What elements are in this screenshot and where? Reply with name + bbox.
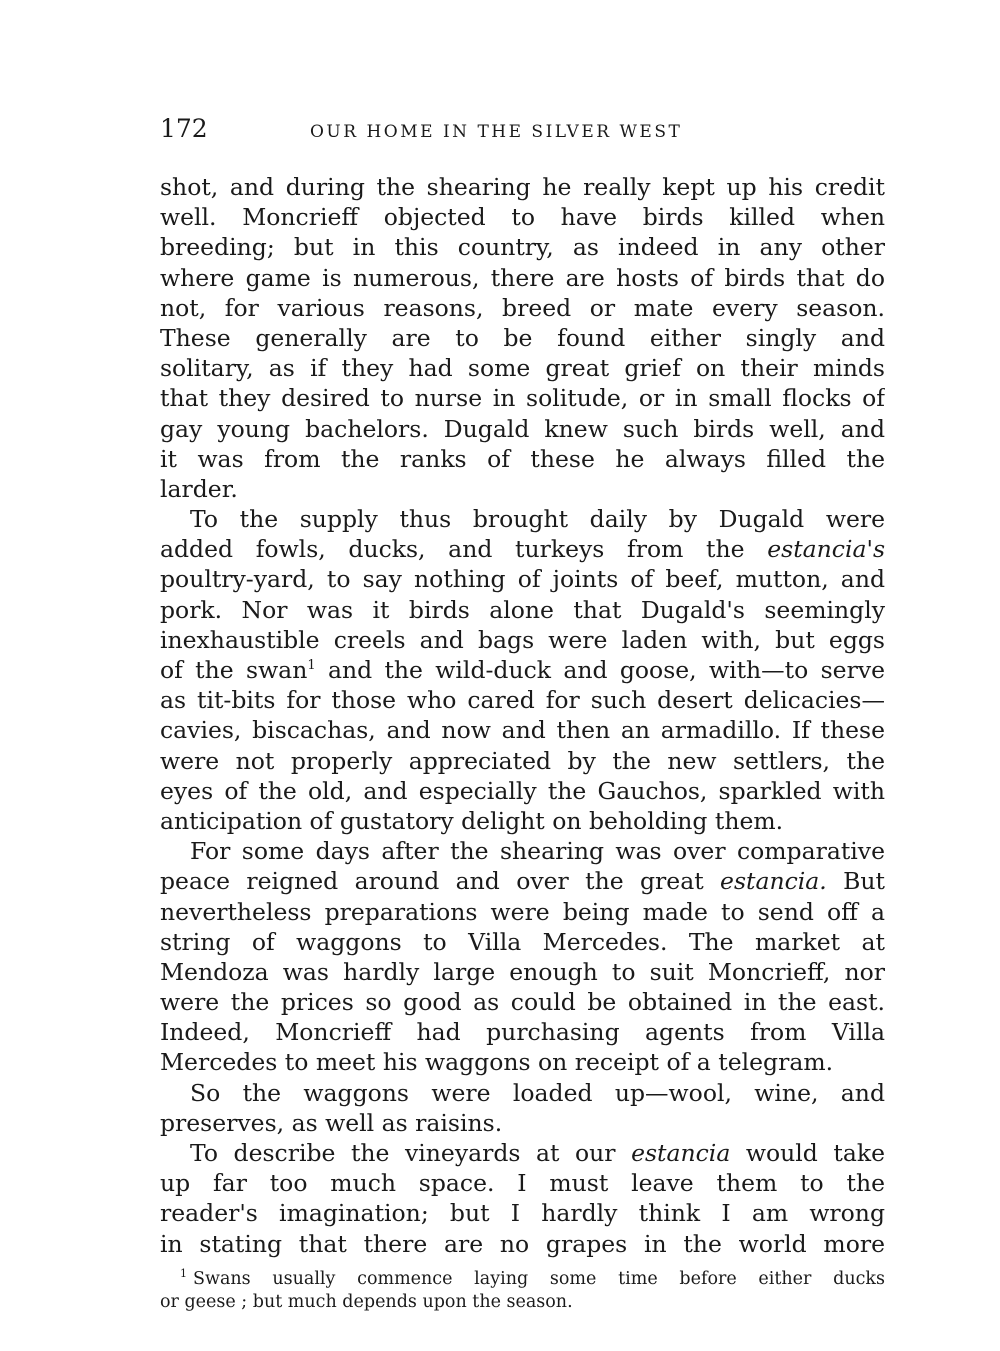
text-line: were not properly appreciated by the new settlers, the (160, 746, 885, 775)
text-segment: To describe the vineyards at our (190, 1139, 616, 1167)
text-line: shot, and during the shearing he really kept up his credit (160, 173, 885, 201)
text-segment: of the swan (160, 656, 308, 684)
text-line: Mendoza was hardly large enough to suit Moncrieff, nor (160, 957, 885, 986)
text-line: inexhaustible creels and bags were laden with, but eggs (160, 625, 885, 654)
text-line: that they desired to nurse in solitude, or in small flocks of (160, 384, 885, 413)
text-line: in stating that there are no grapes in the world more (160, 1229, 885, 1258)
text-line: as tit-bits for those who cared for such desert delicacies— (160, 686, 885, 715)
italic-term: estancia (631, 1139, 731, 1167)
text-segment: would take (730, 1139, 885, 1167)
text-line: up far too much space. I must leave them to the (160, 1169, 885, 1198)
text-line: well. Moncrieff objected to have birds killed when (160, 203, 885, 232)
paragraph-start-line: To the supply thus brought daily by Dugald were (190, 505, 885, 534)
text-line: nevertheless preparations were being made to send off a (160, 897, 885, 926)
paragraph-start-line: So the waggons were loaded up—wool, wine, and (190, 1078, 885, 1107)
text-line: anticipation of gustatory delight on beholding them. (160, 806, 784, 835)
italic-term: estancia's (767, 535, 885, 564)
text-line: solitary, as if they had some great grief on their minds (160, 354, 885, 383)
text-line: These generally are to be found either singly and (160, 323, 885, 352)
text-line: larder. (160, 474, 238, 503)
footnote-reference[interactable]: 1 (307, 658, 316, 673)
text-line: not, for various reasons, breed or mate every season. (160, 293, 885, 322)
footnote (160, 1268, 885, 1314)
italic-term: estancia. (720, 867, 827, 896)
text-line: breeding; but in this country, as indeed in any other (160, 233, 885, 262)
footnote-line (160, 1268, 885, 1291)
text-line: where game is numerous, there are hosts of birds that do (160, 263, 885, 292)
footnote-text: Swans usually commence laying some time before either ducks (193, 1269, 885, 1289)
body-text (160, 172, 885, 1259)
paragraph-start-line: For some days after the shearing was over comparative (190, 837, 885, 866)
text-line (160, 534, 885, 564)
text-line: pork. Nor was it birds alone that Dugald's seemingly (160, 595, 885, 624)
text-line: preserves, as well as raisins. (160, 1108, 503, 1137)
running-title: OUR HOME IN THE SILVER WEST (310, 122, 683, 142)
text-line: reader's imagination; but I hardly think I am wrong (160, 1199, 885, 1228)
paragraph-start-line (160, 1138, 885, 1168)
text-segment: and the wild-duck and goose, with—to serve (315, 656, 885, 684)
text-line: string of waggons to Villa Mercedes. The market at (160, 927, 885, 956)
text-line: Indeed, Moncrieff had purchasing agents from Villa (160, 1018, 885, 1047)
text-line (160, 655, 885, 685)
footnote-line: or geese ; but much depends upon the season. (160, 1292, 573, 1312)
text-segment: But (826, 867, 885, 896)
text-line: gay young bachelors. Dugald knew such birds well, and (160, 414, 885, 443)
footnote-marker: 1 (180, 1268, 187, 1280)
text-line: it was from the ranks of these he always filled the (160, 444, 885, 473)
page-header (160, 113, 885, 149)
text-line (160, 866, 885, 896)
page-number: 172 (160, 114, 208, 143)
text-segment: peace reigned around and over the great (160, 867, 704, 896)
text-line: eyes of the old, and especially the Gauchos, sparkled with (160, 776, 885, 805)
text-line: cavies, biscachas, and now and then an armadillo. If these (160, 716, 885, 745)
text-line: Mercedes to meet his waggons on receipt of a telegram. (160, 1048, 834, 1077)
text-segment: added fowls, ducks, and turkeys from the (160, 535, 745, 564)
text-line: were the prices so good as could be obtained in the east. (160, 988, 885, 1017)
text-line: poultry-yard, to say nothing of joints of beef, mutton, and (160, 565, 885, 594)
